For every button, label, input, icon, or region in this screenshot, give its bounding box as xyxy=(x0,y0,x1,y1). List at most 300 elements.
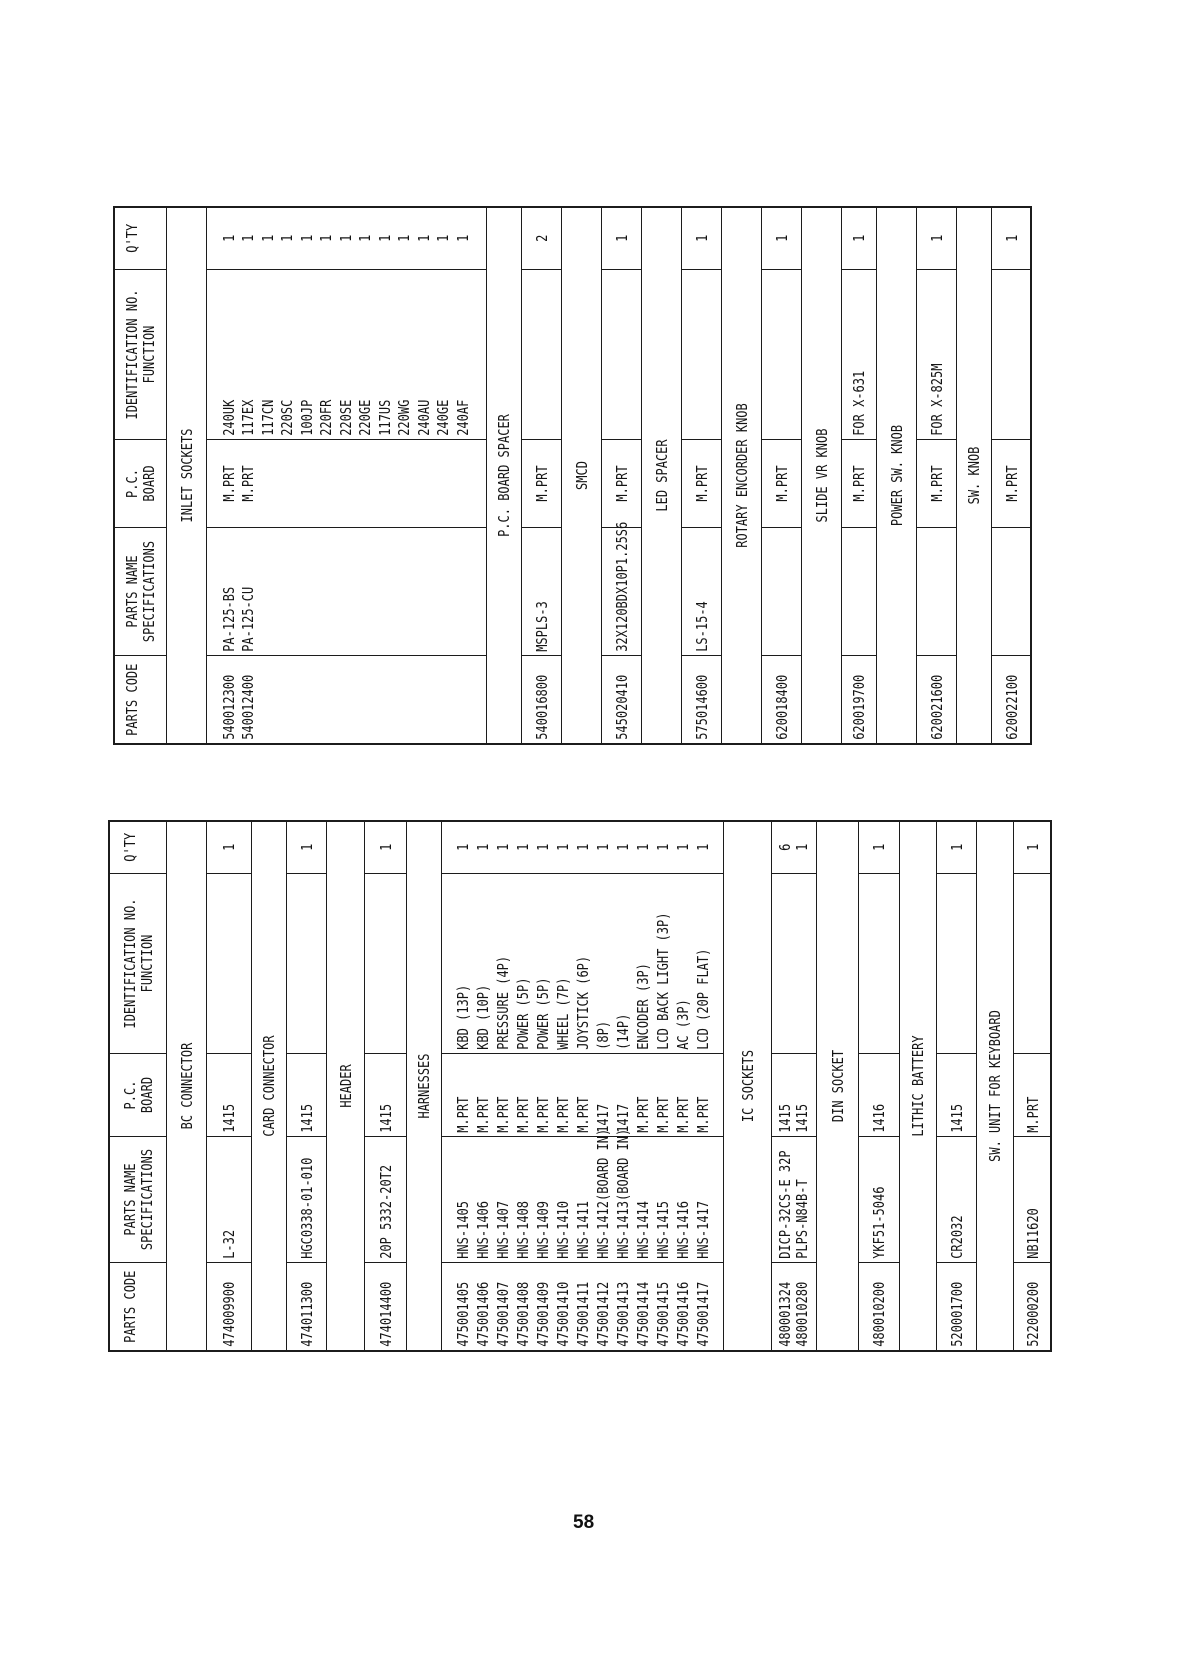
section-title-row xyxy=(723,821,771,1351)
section-title-cell xyxy=(876,207,916,744)
identification-cell xyxy=(991,270,1031,440)
pc-board: M.PRT xyxy=(573,1097,592,1134)
parts-code: 475001414 xyxy=(633,1281,652,1347)
header-label: SPECIFICATIONS xyxy=(140,541,158,643)
pc-board: M.PRT xyxy=(633,1097,652,1134)
cell-content xyxy=(829,822,847,1350)
pc-board: M.PRT xyxy=(850,465,868,503)
qty: 1 xyxy=(692,235,711,243)
cell-content xyxy=(220,208,474,270)
qty-cell xyxy=(601,207,641,270)
identification: 117EX xyxy=(239,400,258,437)
identification: 117US xyxy=(375,400,394,437)
cell-content xyxy=(948,822,966,874)
section-title-row xyxy=(166,821,206,1351)
section-title-cell xyxy=(956,207,991,744)
section-title-cell xyxy=(801,207,841,744)
pc-board: 1417 xyxy=(593,1104,612,1134)
parts-code: 620019700 xyxy=(850,674,868,740)
identification-cell xyxy=(521,270,561,440)
cell-content xyxy=(220,441,259,528)
cell-content xyxy=(124,657,141,744)
qty: 1 xyxy=(493,844,512,852)
cell-content xyxy=(1024,1264,1042,1351)
cell-content xyxy=(122,1138,156,1263)
qty-cell xyxy=(206,821,251,874)
qty-cell xyxy=(858,821,899,874)
parts-code: 475001407 xyxy=(493,1281,512,1347)
cell-content xyxy=(965,208,983,743)
identification-cell xyxy=(364,874,406,1054)
header-label: BOARD xyxy=(140,465,158,503)
parts-code: 480010280 xyxy=(793,1281,811,1347)
qty: 1 xyxy=(375,235,394,243)
qty-cell xyxy=(1013,821,1051,874)
qty-cell xyxy=(364,821,406,874)
pc-board: M.PRT xyxy=(927,465,946,503)
parts-code: 475001410 xyxy=(553,1281,572,1347)
qty: 1 xyxy=(356,235,375,243)
qty: 1 xyxy=(317,235,336,243)
parts-code-cell xyxy=(364,1263,406,1351)
parts-code: 540012300 xyxy=(219,674,238,740)
qty: 1 xyxy=(573,844,592,852)
parts-name: HNS-1407 xyxy=(493,1201,512,1260)
section-title-row xyxy=(721,207,761,744)
cell-content xyxy=(178,208,196,743)
section-title: IC SOCKETS xyxy=(738,1049,757,1123)
header-parts-code xyxy=(114,656,166,744)
parts-table xyxy=(113,206,1032,745)
parts-code-cell xyxy=(916,656,956,744)
parts-list-table-left xyxy=(108,822,1050,1352)
cell-content xyxy=(377,1138,395,1263)
parts-row xyxy=(286,821,326,1351)
identification: KBD (10P) xyxy=(473,985,492,1051)
parts-name: HNS-1411 xyxy=(573,1201,592,1260)
header-pc-board xyxy=(114,440,166,528)
parts-code: 475001405 xyxy=(453,1281,472,1347)
section-title-cell xyxy=(721,207,761,744)
parts-code: 475001416 xyxy=(673,1281,692,1347)
parts-name: HNS-1408 xyxy=(513,1201,532,1260)
pc-board: 1415 xyxy=(297,1104,316,1134)
qty-cell xyxy=(206,207,486,270)
header-label: IDENTIFICATION NO. xyxy=(120,898,139,1030)
identification: 220SC xyxy=(278,400,297,437)
parts-name: HNS-1409 xyxy=(533,1201,552,1260)
parts-name: 32X120BDX10P1.25S6 xyxy=(612,522,631,653)
parts-code: 620021600 xyxy=(927,674,946,740)
parts-code: 540016800 xyxy=(532,674,551,740)
qty: 1 xyxy=(336,235,355,243)
parts-row xyxy=(521,207,561,744)
pc-board: M.PRT xyxy=(219,465,238,503)
qty-cell xyxy=(916,207,956,270)
section-title-row xyxy=(641,207,681,744)
section-title: HARNESSES xyxy=(415,1053,433,1119)
header-label: BOARD xyxy=(137,1077,156,1114)
pc-board-cell xyxy=(521,440,561,528)
qty: 1 xyxy=(258,235,277,243)
identification-cell xyxy=(841,270,876,440)
section-title: INLET SOCKETS xyxy=(177,428,196,523)
parts-row xyxy=(206,207,486,744)
parts-row xyxy=(991,207,1031,744)
cell-content xyxy=(122,822,139,874)
identification: 240GE xyxy=(434,400,453,437)
parts-code: 522000200 xyxy=(1023,1281,1042,1347)
parts-name: NB11620 xyxy=(1023,1208,1042,1260)
cell-content xyxy=(533,208,551,270)
pc-board: 1417 xyxy=(613,1104,632,1134)
cell-content xyxy=(739,822,757,1350)
pc-board: M.PRT xyxy=(513,1097,532,1134)
qty: 1 xyxy=(870,844,888,852)
cell-content xyxy=(870,1055,888,1137)
pc-board: M.PRT xyxy=(532,465,551,503)
cell-content xyxy=(122,1264,139,1351)
qty-cell xyxy=(761,207,801,270)
identification: (8P) xyxy=(593,1021,612,1051)
identification: WHEEL (7P) xyxy=(553,978,572,1051)
pc-board-cell xyxy=(441,1054,723,1137)
page-number: 58 xyxy=(573,1512,595,1533)
parts-row xyxy=(771,821,816,1351)
pc-board-cell xyxy=(916,440,956,528)
cell-content xyxy=(298,822,316,874)
cell-content xyxy=(870,1264,888,1351)
identification: KBD (13P) xyxy=(453,985,472,1051)
cell-content xyxy=(773,208,791,270)
pc-board-cell xyxy=(206,1054,251,1137)
header-parts-name xyxy=(114,528,166,656)
section-title: DIN SOCKET xyxy=(828,1049,847,1123)
pc-board-cell xyxy=(858,1054,899,1137)
parts-code: 520001700 xyxy=(947,1281,966,1347)
pc-board: M.PRT xyxy=(553,1097,572,1134)
parts-code-cell xyxy=(206,656,486,744)
header-label: PARTS CODE xyxy=(123,663,141,736)
parts-row xyxy=(841,207,876,744)
cell-content xyxy=(948,1055,966,1137)
cell-content xyxy=(533,529,551,656)
cell-content xyxy=(453,1129,713,1263)
pc-board: 1415 xyxy=(776,1104,794,1134)
cell-content xyxy=(928,208,946,270)
cell-content xyxy=(220,822,238,874)
parts-code: 475001412 xyxy=(593,1281,612,1347)
header-label: Q'TY xyxy=(123,224,141,254)
identification: 220SE xyxy=(336,400,355,437)
parts-row xyxy=(364,821,406,1351)
identification: 240UK xyxy=(219,400,238,437)
parts-name: HNS-1416 xyxy=(673,1201,692,1260)
section-title-row xyxy=(801,207,841,744)
pc-board: M.PRT xyxy=(1023,1097,1042,1134)
header-row xyxy=(109,821,166,1351)
identification: 220FR xyxy=(317,400,336,437)
pc-board-cell xyxy=(991,440,1031,528)
qty: 1 xyxy=(414,235,433,243)
header-pc-board xyxy=(109,1054,166,1137)
identification-cell xyxy=(601,270,641,440)
cell-content xyxy=(495,208,513,743)
header-label: FUNCTION xyxy=(140,326,158,384)
cell-content xyxy=(613,208,631,270)
section-title-cell xyxy=(251,821,286,1351)
parts-code: 474014400 xyxy=(376,1281,395,1347)
qty: 1 xyxy=(613,844,632,852)
section-title-row xyxy=(166,207,206,744)
section-title-row xyxy=(406,821,441,1351)
section-title-cell xyxy=(976,821,1013,1351)
parts-code: 475001408 xyxy=(513,1281,532,1347)
header-identification xyxy=(114,270,166,440)
cell-content xyxy=(613,441,631,528)
qty: 1 xyxy=(376,844,395,852)
identification: LCD (20P FLAT) xyxy=(693,949,712,1051)
header-label: IDENTIFICATION NO. xyxy=(123,289,141,421)
qty: 1 xyxy=(947,844,966,852)
parts-row xyxy=(916,207,956,744)
pc-board: M.PRT xyxy=(453,1097,472,1134)
parts-name-cell xyxy=(206,1137,251,1263)
pc-board: M.PRT xyxy=(533,1097,552,1134)
cell-content xyxy=(773,657,791,744)
pc-board-cell xyxy=(206,440,486,528)
parts-list-table-right xyxy=(113,208,1030,745)
pc-board-cell xyxy=(1013,1054,1051,1137)
cell-content xyxy=(928,441,946,528)
cell-content xyxy=(220,529,259,656)
pc-board: M.PRT xyxy=(772,465,791,503)
header-qty xyxy=(109,821,166,874)
cell-content xyxy=(415,822,433,1350)
cell-content xyxy=(693,657,711,744)
identification-cell xyxy=(936,874,976,1054)
qty: 1 xyxy=(653,844,672,852)
header-row xyxy=(114,207,166,744)
identification: 117CN xyxy=(258,400,277,437)
cell-content xyxy=(850,271,868,440)
parts-code-cell xyxy=(771,1263,816,1351)
qty-cell xyxy=(681,207,721,270)
cell-content xyxy=(850,657,868,744)
pc-board: M.PRT xyxy=(1002,465,1021,503)
qty: 1 xyxy=(239,235,258,243)
parts-code: 475001411 xyxy=(573,1281,592,1347)
cell-content xyxy=(928,271,946,440)
parts-name: DICP-32CS-E 32P xyxy=(776,1150,794,1260)
cell-content xyxy=(124,529,158,656)
identification: 220GE xyxy=(356,400,375,437)
parts-code-cell xyxy=(206,1263,251,1351)
table-body xyxy=(114,207,1031,744)
parts-code: 475001415 xyxy=(653,1281,672,1347)
cell-content xyxy=(533,441,551,528)
qty: 1 xyxy=(533,844,552,852)
qty: 1 xyxy=(793,844,811,852)
cell-content xyxy=(1003,441,1021,528)
cell-content xyxy=(870,822,888,874)
identification-cell xyxy=(858,874,899,1054)
parts-row xyxy=(441,821,723,1351)
parts-name: PA-125-BS xyxy=(219,587,238,653)
parts-name-cell xyxy=(206,528,486,656)
cell-content xyxy=(220,657,259,744)
parts-code-cell xyxy=(521,656,561,744)
parts-code-cell xyxy=(286,1263,326,1351)
section-title-row xyxy=(956,207,991,744)
qty: 1 xyxy=(693,844,712,852)
cell-content xyxy=(220,1264,238,1351)
parts-name-cell xyxy=(771,1137,816,1263)
parts-name-cell xyxy=(761,528,801,656)
section-title-cell xyxy=(561,207,601,744)
parts-name-cell xyxy=(441,1129,723,1263)
section-title: SLIDE VR KNOB xyxy=(812,428,831,523)
cell-content xyxy=(1024,822,1042,874)
cell-content xyxy=(220,1055,238,1137)
cell-content xyxy=(693,441,711,528)
identification-cell xyxy=(1013,874,1051,1054)
cell-content xyxy=(377,1264,395,1351)
pc-board: M.PRT xyxy=(692,465,711,503)
parts-name-cell xyxy=(1013,1137,1051,1263)
section-title: P.C. BOARD SPACER xyxy=(495,414,513,537)
parts-name: PLPS-N84B-T xyxy=(793,1179,811,1260)
cell-content xyxy=(813,208,831,743)
section-title-row xyxy=(876,207,916,744)
identification: FOR X-631 xyxy=(850,371,868,437)
section-title-row xyxy=(816,821,858,1351)
pc-board-cell xyxy=(601,440,641,528)
header-label: P.C. xyxy=(123,469,141,499)
pc-board: M.PRT xyxy=(493,1097,512,1134)
pc-board: M.PRT xyxy=(653,1097,672,1134)
parts-code: 480010200 xyxy=(870,1281,888,1347)
parts-row xyxy=(761,207,801,744)
qty: 6 xyxy=(776,844,794,852)
qty: 1 xyxy=(772,235,791,243)
qty: 1 xyxy=(927,235,946,243)
pc-board-cell xyxy=(286,1054,326,1137)
section-title: SW. UNIT FOR KEYBOARD xyxy=(986,1010,1004,1162)
identification-cell xyxy=(771,874,816,1054)
qty: 1 xyxy=(553,844,572,852)
section-title: LED SPACER xyxy=(652,439,671,512)
qty-cell xyxy=(936,821,976,874)
cell-content xyxy=(178,822,196,1350)
cell-content xyxy=(986,822,1004,1350)
cell-content xyxy=(298,1264,316,1351)
pc-board-cell xyxy=(364,1054,406,1137)
pc-board: M.PRT xyxy=(693,1097,712,1134)
section-title: LITHIC BATTERY xyxy=(909,1035,927,1137)
section-title-cell xyxy=(641,207,681,744)
cell-content xyxy=(453,1055,713,1137)
qty: 1 xyxy=(453,844,472,852)
header-label: SPECIFICATIONS xyxy=(137,1149,156,1251)
qty: 1 xyxy=(612,235,631,243)
pc-board: M.PRT xyxy=(473,1097,492,1134)
identification-cell xyxy=(761,270,801,440)
cell-content xyxy=(777,822,811,874)
pc-board: 1415 xyxy=(220,1104,238,1134)
parts-row xyxy=(681,207,721,744)
qty: 1 xyxy=(220,844,238,852)
cell-content xyxy=(613,657,631,744)
identification-cell xyxy=(916,270,956,440)
cell-content xyxy=(693,529,711,656)
qty: 1 xyxy=(513,844,532,852)
parts-code: 545020410 xyxy=(612,674,631,740)
pc-board-cell xyxy=(681,440,721,528)
parts-name: L-32 xyxy=(220,1230,238,1260)
parts-code: 475001417 xyxy=(693,1281,712,1347)
parts-code-cell xyxy=(1013,1263,1051,1351)
section-title-row xyxy=(561,207,601,744)
parts-code-cell xyxy=(936,1263,976,1351)
pc-board: M.PRT xyxy=(673,1097,692,1134)
pc-board: M.PRT xyxy=(239,465,258,503)
parts-code: 540012400 xyxy=(239,674,258,740)
cell-content xyxy=(122,1055,156,1137)
cell-content xyxy=(337,822,355,1350)
parts-name-cell xyxy=(601,522,641,656)
cell-content xyxy=(298,1055,316,1137)
cell-content xyxy=(122,875,156,1054)
parts-code: 575014600 xyxy=(692,674,711,740)
parts-code-cell xyxy=(601,656,641,744)
parts-row xyxy=(858,821,899,1351)
section-title-row xyxy=(251,821,286,1351)
pc-board: 1415 xyxy=(793,1104,811,1134)
parts-name: HNS-1417 xyxy=(693,1201,712,1260)
identification-cell xyxy=(206,270,486,440)
table-body xyxy=(109,821,1051,1351)
parts-name-cell xyxy=(936,1137,976,1263)
qty: 1 xyxy=(297,235,316,243)
cell-content xyxy=(693,208,711,270)
cell-content xyxy=(453,875,713,1054)
qty-cell xyxy=(841,207,876,270)
cell-content xyxy=(777,1055,811,1137)
identification: POWER (5P) xyxy=(513,978,532,1051)
qty: 1 xyxy=(219,235,238,243)
parts-name-cell xyxy=(286,1137,326,1263)
identification: 220WG xyxy=(395,400,414,437)
qty: 1 xyxy=(593,844,612,852)
identification: (14P) xyxy=(613,1014,632,1051)
parts-row xyxy=(206,821,251,1351)
cell-content xyxy=(124,441,158,528)
cell-content xyxy=(850,441,868,528)
identification: POWER (5P) xyxy=(533,978,552,1051)
header-parts-code xyxy=(109,1263,166,1351)
parts-code-cell xyxy=(841,656,876,744)
header-label: Q'TY xyxy=(120,833,139,863)
cell-content xyxy=(533,657,551,744)
identification: JOYSTICK (6P) xyxy=(573,956,592,1051)
section-title-row xyxy=(326,821,364,1351)
cell-content xyxy=(124,271,158,440)
parts-name-cell xyxy=(991,528,1031,656)
parts-code-cell xyxy=(858,1263,899,1351)
qty-cell xyxy=(771,821,816,874)
section-title: HEADER xyxy=(336,1064,355,1108)
